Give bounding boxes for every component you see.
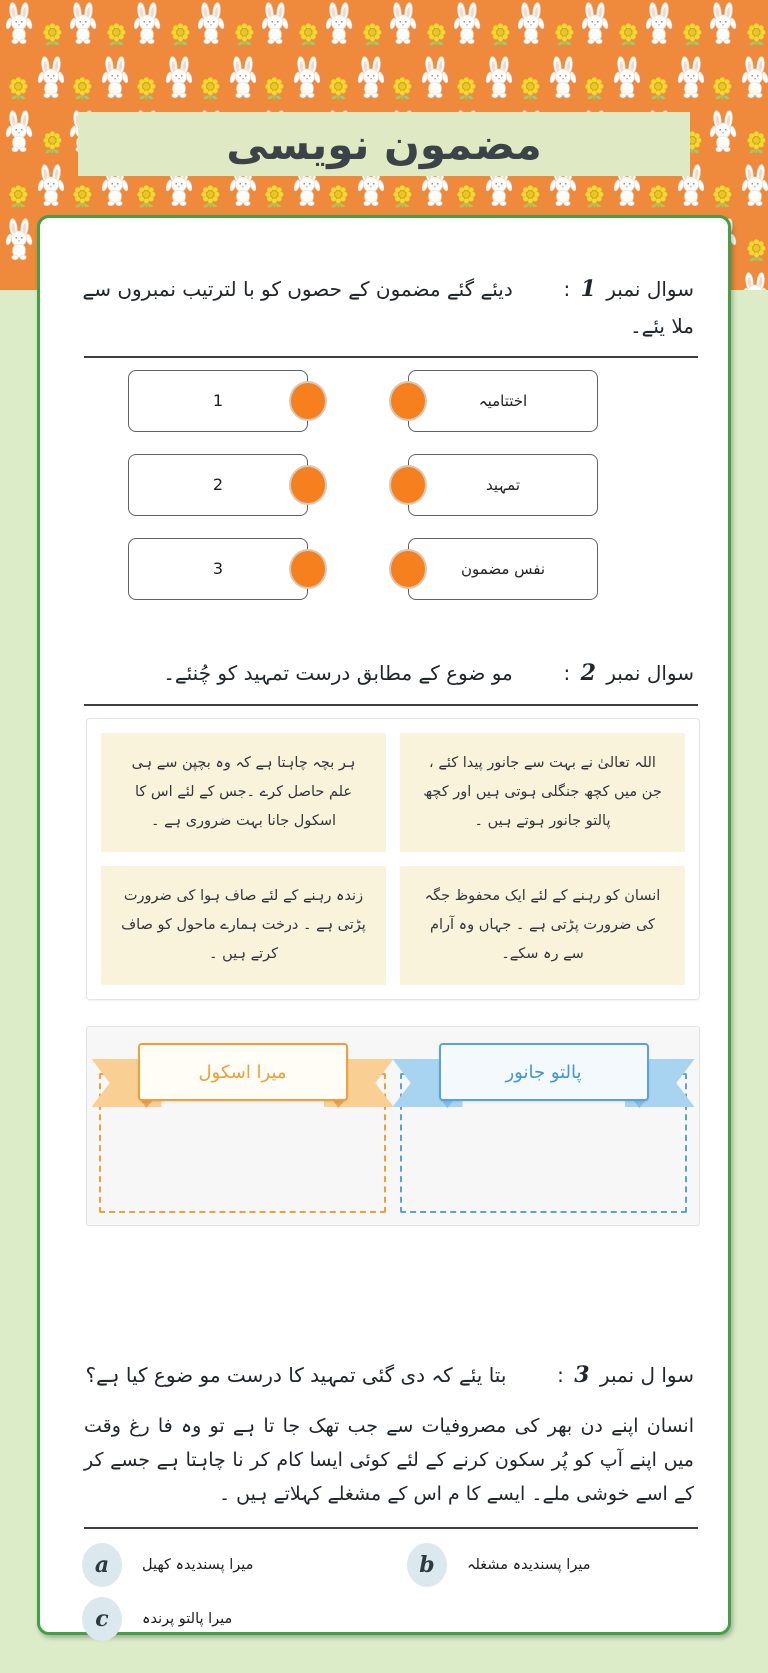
match-connector-dot[interactable] <box>289 549 327 589</box>
q2-prefix: سوال نمبر <box>606 660 694 685</box>
option-a-label: میرا پسندیدہ کھیل <box>142 1557 254 1574</box>
match-connector-dot[interactable] <box>389 381 427 421</box>
q1-heading <box>66 270 702 344</box>
option-c-label: میرا پالتو پرندہ <box>142 1611 233 1628</box>
q1-prefix: سوال نمبر <box>606 277 694 301</box>
divider <box>84 356 698 358</box>
page-title: مضمون نویسی <box>226 119 542 169</box>
match-number-box-1 <box>128 370 308 432</box>
option-c-circle[interactable]: c <box>82 1597 122 1641</box>
q2-choices-panel <box>86 718 700 1000</box>
match-term-label: اختتامیہ <box>478 391 528 410</box>
option-a[interactable] <box>82 1543 407 1587</box>
ribbon-pets <box>439 1043 649 1101</box>
q3-colon: : <box>557 1363 564 1387</box>
match-term-box-3 <box>408 538 598 600</box>
divider <box>84 1527 698 1529</box>
option-b-circle[interactable]: b <box>407 1543 447 1587</box>
q2-choice-school[interactable]: ہر بچہ چاہتا ہے کہ وہ بچپن سے ہی علم حاصل کرے ۔جس کے لئے اس کا اسکول جانا بہت ضروری ہے ۔ <box>101 733 386 852</box>
q2-choices-grid <box>101 733 685 985</box>
q1-text: دیئے گئے مضمون کے حصوں کو با لترتیب نمبروں سے ملا یئے۔ <box>82 277 694 338</box>
q2-choice-shelter[interactable]: انسان کو رہنے کے لئے ایک محفوظ جگہ کی ضرورت پڑتی ہے ۔ جہاں وہ آرام سے رہ سکے۔ <box>400 866 685 985</box>
option-a-circle[interactable]: a <box>82 1543 122 1587</box>
sort-column-pets <box>400 1041 687 1213</box>
q3-number: 3 <box>574 1362 590 1388</box>
divider <box>84 704 698 706</box>
q2-choice-trees[interactable]: زندہ رہنے کے لئے صاف ہوا کی ضرورت پڑتی ہے ۔ درخت ہمارے ماحول کو صاف کرتے ہیں ۔ <box>101 866 386 985</box>
match-row <box>128 538 702 600</box>
match-number-label: 1 <box>212 391 224 410</box>
q2-number: 2 <box>580 659 596 686</box>
q3-text: بتا یئے کہ دی گئی تمہید کا درست مو ضوع کیا ہے؟ <box>85 1363 507 1387</box>
match-row <box>128 370 702 432</box>
q2-choice-animals[interactable]: اللہ تعالیٰ نے بہت سے جانور پیدا کئے ، جن میں کچھ جنگلی ہوتی ہیں اور کچھ پالتو جانور ہوتے ہیں ۔ <box>400 733 685 852</box>
match-connector-dot[interactable] <box>389 465 427 505</box>
q1-colon: : <box>563 277 571 301</box>
option-b-label: میرا پسندیدہ مشغلہ <box>467 1557 591 1574</box>
sort-column-school <box>99 1041 386 1213</box>
q3-passage: انسان اپنے دن بھر کی مصروفیات سے جب تھک جا تا ہے تو وہ فا رغ وقت میں اپنے آپ کو پُر سکون کرنے کے لئے کوئی ایسا کام کر نا چاہتا ہے جسے کر کے اسے خوشی ملے۔ ایسے کا م اس کے مشغلے کہلاتے ہیں ۔ <box>84 1414 694 1505</box>
match-connector-dot[interactable] <box>389 549 427 589</box>
option-c[interactable] <box>82 1597 407 1641</box>
match-row <box>128 454 702 516</box>
ribbon-pets-label: پالتو جانور <box>439 1043 649 1101</box>
match-number-box-2 <box>128 454 308 516</box>
matching-exercise <box>66 370 702 600</box>
sorting-section <box>86 1026 700 1226</box>
q1-number: 1 <box>580 276 596 302</box>
match-term-box-1 <box>408 370 598 432</box>
ribbon-school-label: میرا اسکول <box>138 1043 348 1101</box>
q2-text: مو ضوع کے مطابق درست تمہید کو چُنئے۔ <box>163 660 513 685</box>
q2-colon: : <box>563 660 571 685</box>
match-number-box-3 <box>128 538 308 600</box>
match-term-box-2 <box>408 454 598 516</box>
title-banner <box>78 112 690 176</box>
match-connector-dot[interactable] <box>289 381 327 421</box>
q3-prefix: سوا ل نمبر <box>599 1363 694 1387</box>
match-term-label: نفس مضمون <box>460 559 546 578</box>
option-b[interactable] <box>407 1543 686 1587</box>
q3-heading <box>66 1356 702 1395</box>
match-connector-dot[interactable] <box>289 465 327 505</box>
worksheet-card <box>37 215 731 1635</box>
ribbon-school <box>138 1043 348 1101</box>
match-number-label: 2 <box>212 475 224 494</box>
match-term-label: تمہید <box>485 475 521 494</box>
q3-options <box>66 1543 702 1641</box>
q2-heading <box>66 654 702 693</box>
match-number-label: 3 <box>212 559 224 578</box>
